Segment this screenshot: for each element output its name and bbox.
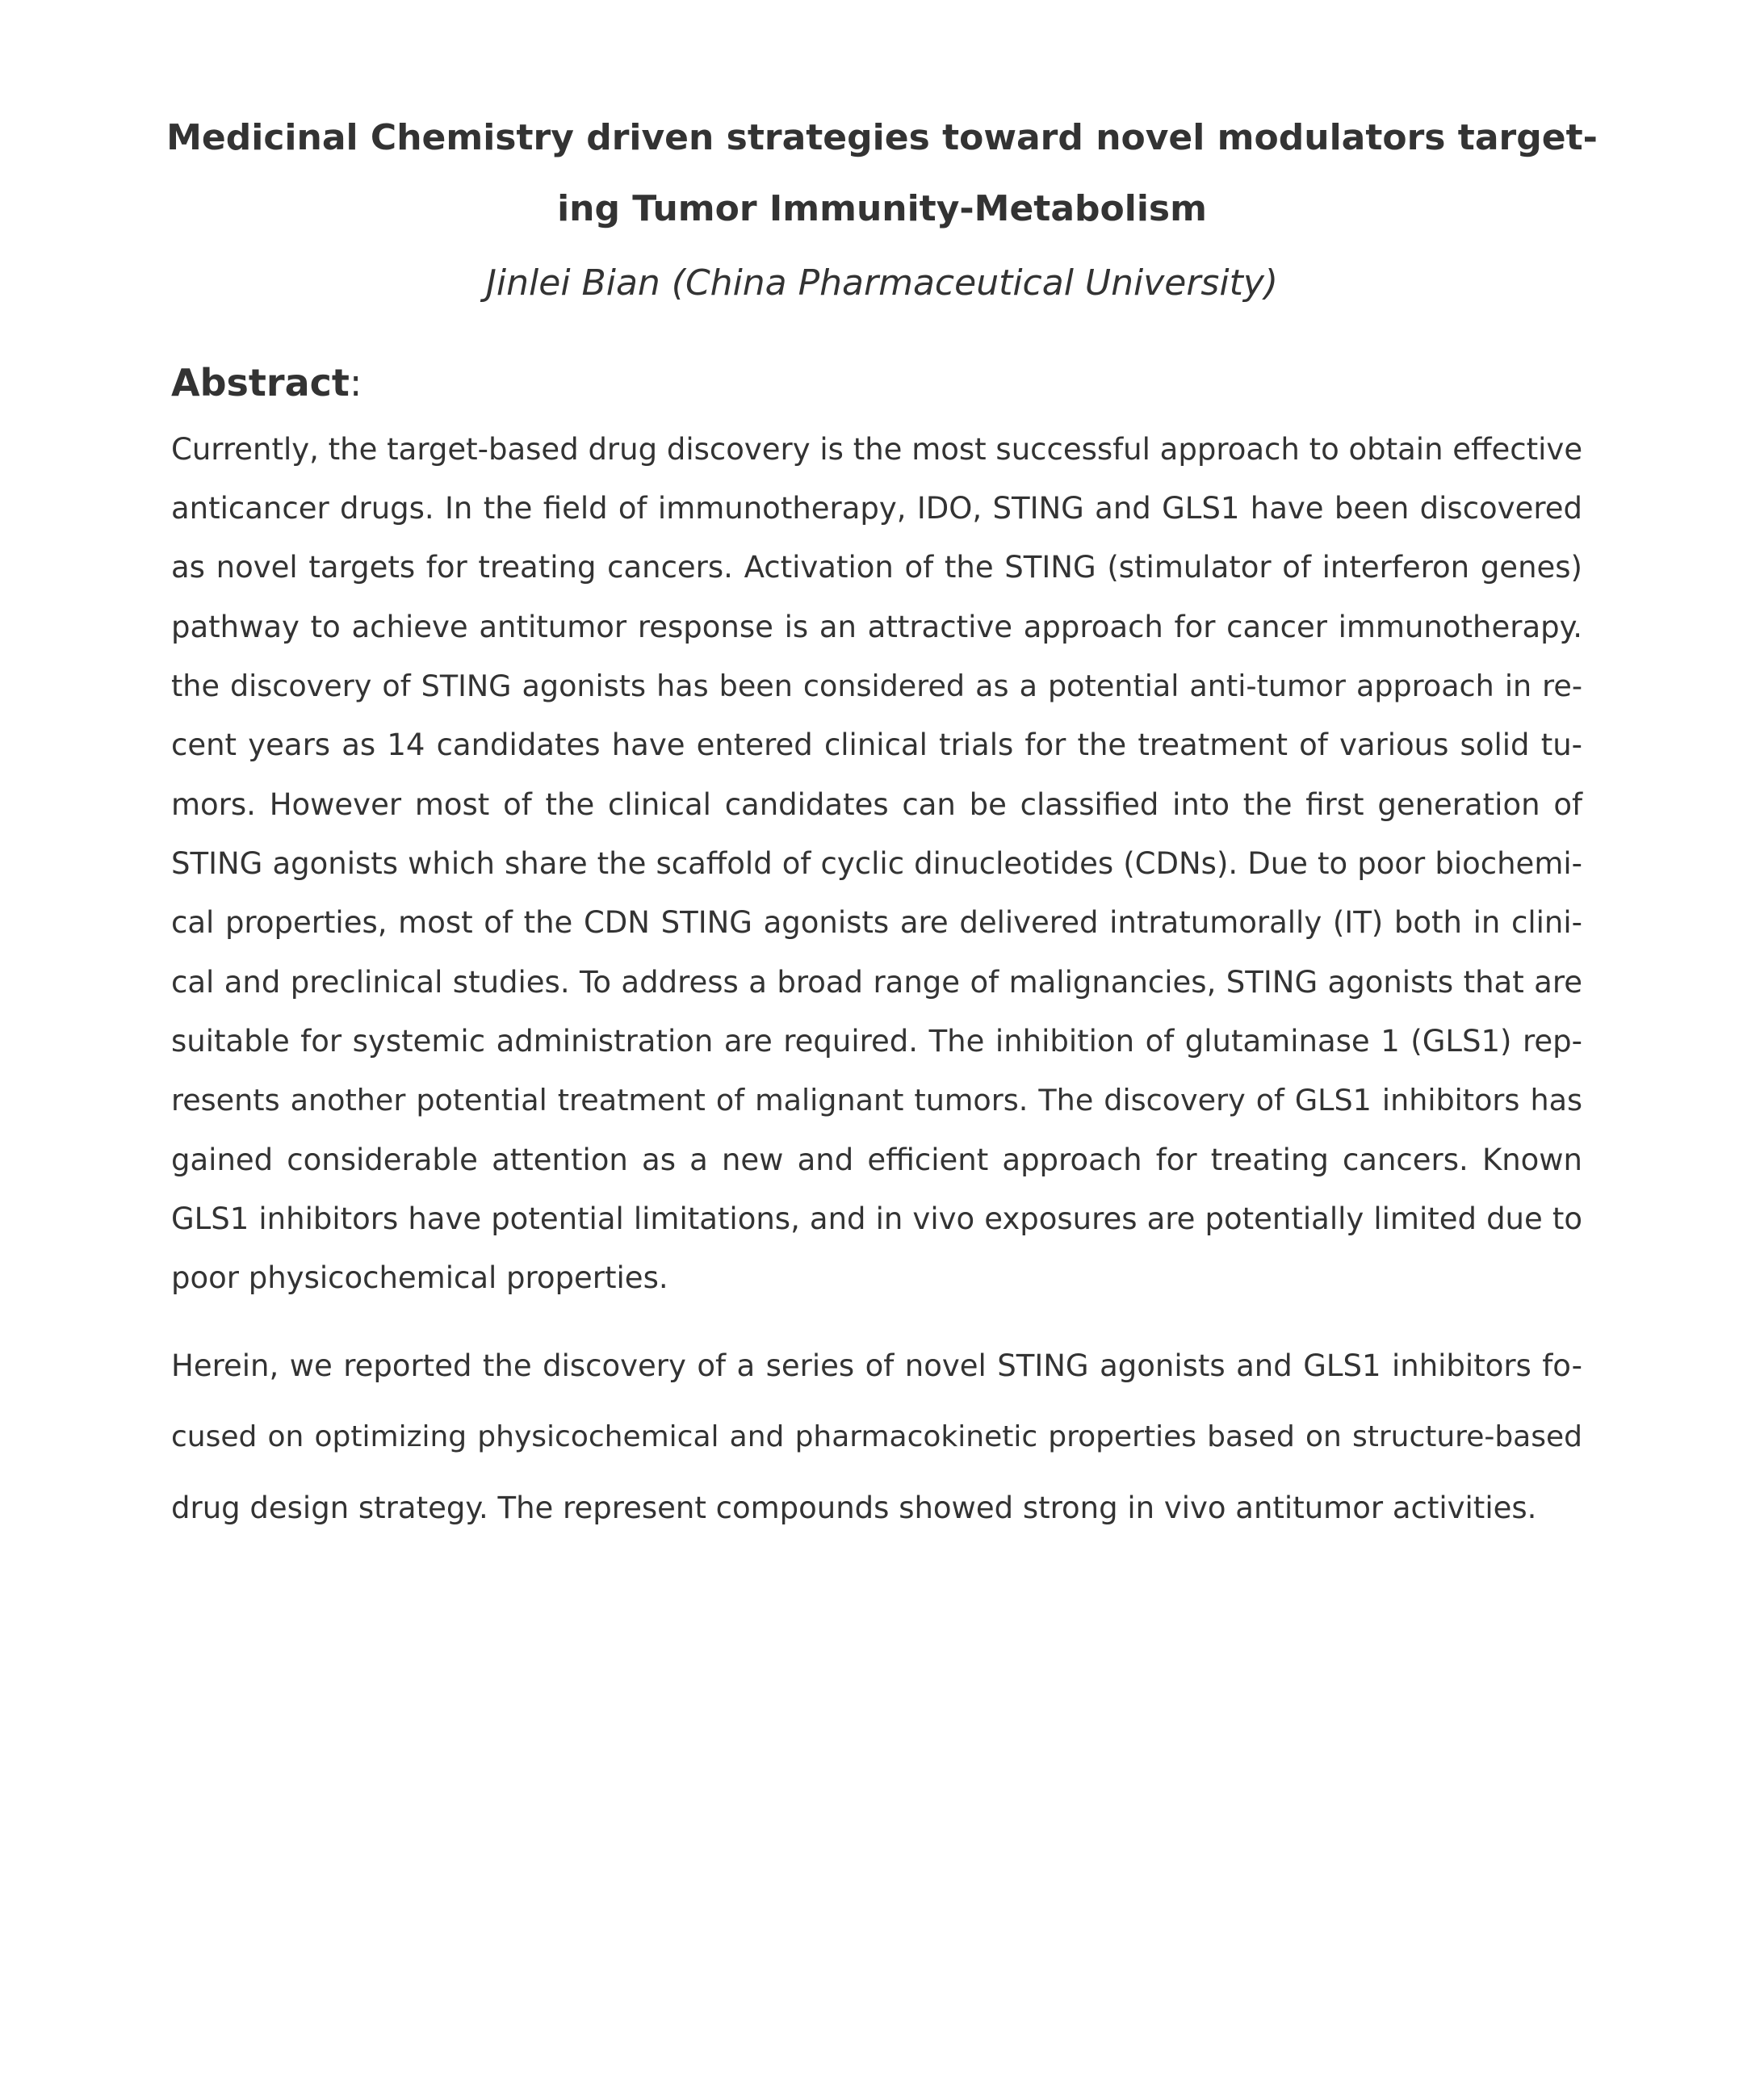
paragraph-line: anticancer drugs. In the field of immunotherapy, IDO, STING and GLS1 have been discovered — [171, 491, 1582, 526]
paragraph-line: gained considerable attention as a new and efficient approach for treating cancers. Known — [171, 1143, 1582, 1177]
paragraph-line: cal properties, most of the CDN STING agonists are delivered intratumorally (IT) both in clini- — [171, 905, 1582, 940]
paragraph-line: STING agonists which share the scaffold of cyclic dinucleotides (CDNs). Due to poor biochemi- — [171, 846, 1582, 881]
paragraph-line: cal and preclinical studies. To address a broad range of malignancies, STING agonists that are — [171, 965, 1582, 1000]
paragraph-line: poor physicochemical properties. — [171, 1260, 668, 1295]
paragraph-line: the discovery of STING agonists has been considered as a potential anti-tumor approach in re- — [171, 669, 1582, 703]
title-line-2: ing Tumor Immunity-Metabolism — [557, 188, 1207, 229]
abstract-heading-label: Abstract — [171, 361, 350, 405]
paragraph-line: as novel targets for treating cancers. Activation of the STING (stimulator of interferon genes) — [171, 550, 1582, 585]
paragraph-line: resents another potential treatment of malignant tumors. The discovery of GLS1 inhibitors has — [171, 1083, 1582, 1117]
author-affiliation: Jinlei Bian (China Pharmaceutical University) — [485, 262, 1279, 304]
paragraph-line: Herein, we reported the discovery of a series of novel STING agonists and GLS1 inhibitors fo- — [171, 1348, 1582, 1383]
paragraph-line: Currently, the target-based drug discovery is the most successful approach to obtain effective — [171, 432, 1583, 467]
paragraph-line: pathway to achieve antitumor response is an attractive approach for cancer immunotherapy. — [171, 610, 1582, 644]
abstract-heading-colon: : — [349, 361, 362, 405]
paragraph-line: cent years as 14 candidates have entered clinical trials for the treatment of various solid tu- — [171, 728, 1582, 762]
paragraph-line: mors. However most of the clinical candidates can be classified into the first generation of — [171, 787, 1582, 822]
paragraph-line: cused on optimizing physicochemical and pharmacokinetic properties based on structure-based — [171, 1420, 1582, 1453]
paragraph-line: drug design strategy. The represent compounds showed strong in vivo antitumor activities. — [171, 1491, 1537, 1525]
abstract-heading — [171, 361, 362, 405]
paragraph-line: suitable for systemic administration are required. The inhibition of glutaminase 1 (GLS1) rep- — [171, 1024, 1582, 1059]
paragraph-line: GLS1 inhibitors have potential limitations, and in vivo exposures are potentially limited due to — [171, 1201, 1582, 1236]
title-line-1: Medicinal Chemistry driven strategies toward novel modulators target- — [166, 117, 1598, 158]
